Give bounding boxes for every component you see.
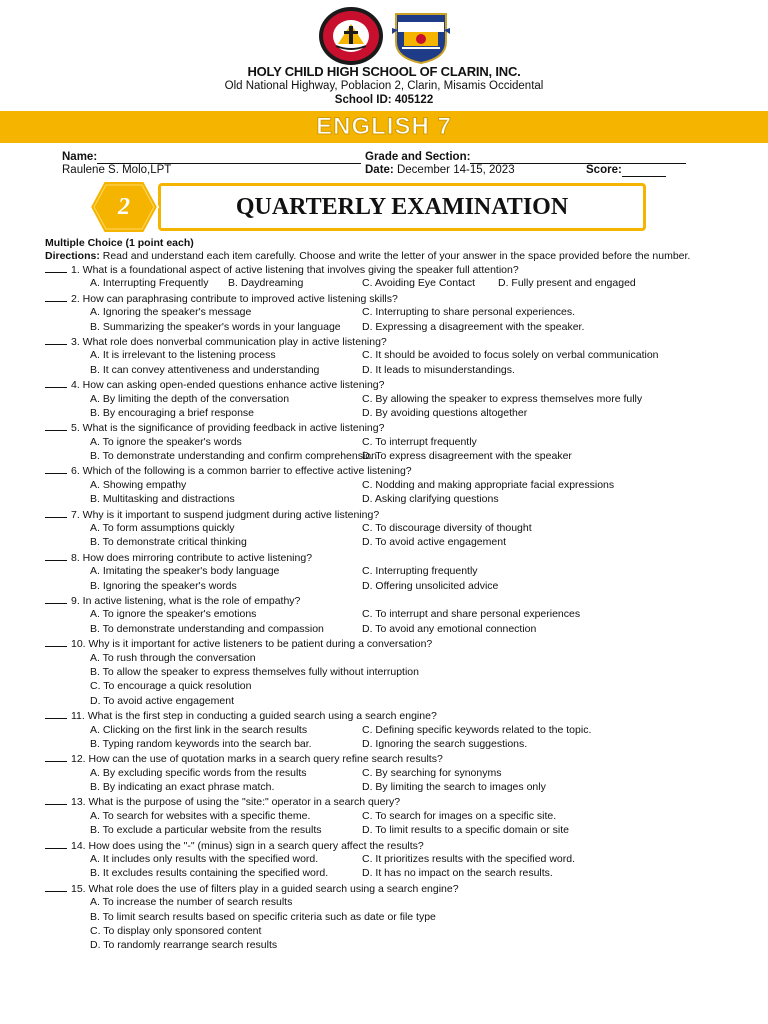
option-row	[45, 723, 745, 737]
school-id: School ID: 405122	[334, 94, 434, 106]
answer-option: D. It leads to misunderstandings.	[362, 363, 515, 376]
answer-blank[interactable]	[45, 507, 67, 518]
logos	[0, 6, 768, 66]
option-row	[45, 866, 745, 880]
option-row	[45, 766, 745, 780]
answer-option: C. To interrupt frequently	[362, 435, 477, 448]
answer-option: C. It prioritizes results with the specified word.	[362, 853, 575, 866]
question-15	[45, 881, 745, 895]
question-text: 1. What is a foundational aspect of active listening that involves giving the speaker full attention?	[71, 264, 519, 276]
grade-field	[365, 151, 686, 164]
answer-option: A. To ignore the speaker's emotions	[90, 608, 257, 621]
quarter-number: 2	[118, 194, 130, 220]
answer-option: C. Nodding and making appropriate facial expressions	[362, 478, 615, 491]
answer-option: C. To interrupt and share personal experiences	[362, 608, 581, 621]
answer-option: B. To allow the speaker to express themselves fully without interruption	[90, 665, 419, 678]
question-13	[45, 794, 745, 808]
answer-option: B. To demonstrate critical thinking	[90, 536, 247, 549]
answer-option: C. Interrupting frequently	[362, 565, 478, 578]
teacher-name: Raulene S. Molo,LPT	[62, 164, 172, 176]
answer-option: B. By encouraging a brief response	[90, 406, 255, 419]
answer-option: C. To search for images on a specific site.	[362, 809, 557, 822]
question-list	[45, 262, 745, 953]
question-2	[45, 291, 745, 305]
school-address: Old National Highway, Poblacion 2, Clarin, Misamis Occidental	[224, 80, 544, 92]
answer-option: A. By excluding specific words from the results	[90, 766, 307, 779]
directions-text: Read and understand each item carefully. Choose and write the letter of your answer in the space provided before the number.	[99, 250, 691, 262]
answer-option: D. By avoiding questions altogether	[362, 406, 528, 419]
answer-blank[interactable]	[45, 291, 67, 302]
answer-option: B. Typing random keywords into the search bar.	[90, 737, 312, 750]
question-14	[45, 838, 745, 852]
answer-option: C. To display only sponsored content	[90, 924, 262, 937]
exam-banner	[88, 179, 648, 235]
answer-option: D. To avoid active engagement	[362, 536, 506, 549]
answer-blank[interactable]	[45, 838, 67, 849]
answer-option: D. It has no impact on the search results.	[362, 867, 553, 880]
question-4	[45, 377, 745, 391]
question-text: 15. What role does the use of filters play in a guided search using a search engine?	[71, 882, 459, 895]
score-label: Score:	[586, 164, 622, 176]
option-row	[45, 895, 745, 909]
answer-option: B. It can convey attentiveness and understanding	[90, 363, 320, 376]
option-row	[45, 579, 745, 593]
answer-option: A. Clicking on the first link in the search results	[90, 723, 308, 736]
answer-blank[interactable]	[45, 420, 67, 431]
answer-option: A. To search for websites with a specific theme.	[90, 809, 311, 822]
question-1	[45, 262, 745, 276]
option-row	[45, 406, 745, 420]
answer-option: B. To demonstrate understanding and compassion	[90, 622, 324, 635]
answer-option: D. To limit results to a specific domain or site	[362, 824, 569, 837]
question-text: 10. Why is it important for active listeners to be patient during a conversation?	[71, 638, 433, 651]
exam-title-box	[158, 183, 646, 231]
option-row	[45, 679, 745, 693]
exam-title: QUARTERLY EXAMINATION	[235, 194, 569, 220]
directions-label: Directions:	[45, 250, 100, 262]
option-row	[45, 665, 745, 679]
answer-option: A. Showing empathy	[90, 478, 187, 491]
deped-seal-logo	[392, 8, 450, 64]
name-label: Name:	[62, 151, 98, 163]
section-title: Multiple Choice (1 point each)	[45, 237, 194, 249]
question-text: 11. What is the first step in conducting a guided search using a search engine?	[71, 710, 437, 723]
option-row	[45, 737, 745, 751]
answer-option: B. Ignoring the speaker's words	[90, 579, 237, 592]
answer-option: B. Summarizing the speaker's words in your language	[90, 320, 341, 333]
question-11	[45, 708, 745, 722]
answer-blank[interactable]	[45, 794, 67, 805]
question-3	[45, 334, 745, 348]
answer-blank[interactable]	[45, 636, 67, 647]
question-text: 6. Which of the following is a common barrier to effective active listening?	[71, 465, 412, 478]
answer-option: A. Ignoring the speaker's message	[90, 306, 252, 319]
answer-option: C. Avoiding Eye Contact	[362, 277, 476, 290]
question-text: 14. How does using the "-" (minus) sign in a search query affect the results?	[71, 839, 424, 852]
option-row	[45, 938, 745, 952]
question-10	[45, 636, 745, 650]
answer-option: C. Interrupting to share personal experiences.	[362, 306, 576, 319]
answer-option: A. To increase the number of search results	[90, 896, 293, 909]
answer-option: A. It includes only results with the specified word.	[90, 853, 319, 866]
option-row	[45, 348, 745, 362]
answer-blank[interactable]	[45, 377, 67, 388]
question-5	[45, 420, 745, 434]
grade-label: Grade and Section:	[365, 151, 471, 163]
option-row	[45, 363, 745, 377]
option-row	[45, 809, 745, 823]
question-12	[45, 751, 745, 765]
subject-banner	[0, 111, 768, 143]
school-name: HOLY CHILD HIGH SCHOOL OF CLARIN, INC.	[247, 64, 521, 79]
question-text: 4. How can asking open-ended questions enhance active listening?	[71, 379, 385, 392]
answer-option: D. Offering unsolicited advice	[362, 579, 499, 592]
question-text: 7. Why is it important to suspend judgment during active listening?	[71, 508, 380, 521]
answer-option: D. Asking clarifying questions	[362, 493, 499, 506]
answer-option: D. To avoid any emotional connection	[362, 622, 537, 635]
question-8	[45, 550, 745, 564]
answer-option: B. To limit search results based on specific criteria such as date or file type	[90, 910, 436, 923]
question-text: 5. What is the significance of providing feedback in active listening?	[71, 422, 385, 435]
option-row	[45, 780, 745, 794]
answer-option: A. It is irrelevant to the listening process	[90, 349, 276, 362]
option-row	[45, 651, 745, 665]
answer-option: C. It should be avoided to focus solely on verbal communication	[362, 349, 659, 362]
name-field	[62, 151, 361, 164]
option-row	[45, 564, 745, 578]
question-9	[45, 593, 745, 607]
option-row	[45, 449, 745, 463]
answer-option: A. By limiting the depth of the conversation	[90, 392, 290, 405]
answer-option: D. Fully present and engaged	[498, 277, 636, 290]
question-text: 12. How can the use of quotation marks in a search query refine search results?	[71, 753, 443, 766]
option-row	[45, 478, 745, 492]
answer-option: D. To avoid active engagement	[90, 694, 234, 707]
date-value: December 14-15, 2023	[396, 164, 515, 176]
answer-blank[interactable]	[45, 334, 67, 345]
answer-blank[interactable]	[45, 708, 67, 719]
answer-option: A. Interrupting Frequently	[90, 277, 209, 290]
date-field	[365, 164, 515, 176]
question-text: 13. What is the purpose of using the "site:" operator in a search query?	[71, 796, 401, 809]
answer-blank[interactable]	[45, 550, 67, 561]
answer-option: B. Multitasking and distractions	[90, 493, 235, 506]
option-row	[45, 392, 745, 406]
option-row	[45, 694, 745, 708]
answer-option: B. By indicating an exact phrase match.	[90, 781, 275, 794]
answer-option: A. To form assumptions quickly	[90, 522, 235, 535]
question-7	[45, 507, 745, 521]
option-row	[45, 622, 745, 636]
answer-option: D. By limiting the search to images only	[362, 781, 546, 794]
score-blank[interactable]	[622, 164, 666, 177]
directions	[45, 250, 690, 262]
option-row	[45, 320, 745, 334]
answer-blank[interactable]	[45, 593, 67, 604]
option-row	[45, 521, 745, 535]
answer-option: B. It excludes results containing the specified word.	[90, 867, 329, 880]
option-row	[45, 607, 745, 621]
answer-option: A. Imitating the speaker's body language	[90, 565, 280, 578]
answer-blank[interactable]	[45, 751, 67, 762]
answer-option: D. To express disagreement with the speaker	[362, 450, 572, 463]
answer-option: C. Defining specific keywords related to the topic.	[362, 723, 592, 736]
answer-option: B. To exclude a particular website from the results	[90, 824, 322, 837]
question-text: 3. What role does nonverbal communication play in active listening?	[71, 335, 387, 348]
answer-option: B. To demonstrate understanding and confirm comprehension	[90, 450, 377, 463]
name-blank[interactable]	[97, 151, 361, 164]
option-row	[45, 305, 745, 319]
option-row	[45, 276, 745, 290]
answer-blank[interactable]	[45, 262, 67, 273]
answer-option: D. To randomly rearrange search results	[90, 939, 278, 952]
answer-option: C. To encourage a quick resolution	[90, 680, 252, 693]
answer-option: C. By searching for synonyms	[362, 766, 502, 779]
option-row	[45, 535, 745, 549]
answer-blank[interactable]	[45, 881, 67, 892]
subject-title: ENGLISH 7	[316, 113, 452, 140]
question-6	[45, 463, 745, 477]
question-text: 9. In active listening, what is the role of empathy?	[71, 594, 301, 607]
answer-option: A. To ignore the speaker's words	[90, 435, 242, 448]
option-row	[45, 924, 745, 938]
answer-option: C. By allowing the speaker to express themselves more fully	[362, 392, 643, 405]
question-text: 2. How can paraphrasing contribute to improved active listening skills?	[71, 292, 398, 305]
grade-blank[interactable]	[470, 151, 686, 164]
school-seal-logo	[318, 6, 384, 66]
answer-blank[interactable]	[45, 463, 67, 474]
option-row	[45, 492, 745, 506]
date-label: Date:	[365, 164, 394, 176]
question-text: 8. How does mirroring contribute to active listening?	[71, 551, 313, 564]
answer-option: B. Daydreaming	[228, 277, 304, 290]
option-row	[45, 823, 745, 837]
option-row	[45, 852, 745, 866]
score-field	[586, 164, 666, 177]
option-row	[45, 910, 745, 924]
answer-option: A. To rush through the conversation	[90, 651, 256, 664]
answer-option: D. Expressing a disagreement with the speaker.	[362, 320, 585, 333]
answer-option: C. To discourage diversity of thought	[362, 522, 532, 535]
answer-option: D. Ignoring the search suggestions.	[362, 737, 528, 750]
option-row	[45, 435, 745, 449]
